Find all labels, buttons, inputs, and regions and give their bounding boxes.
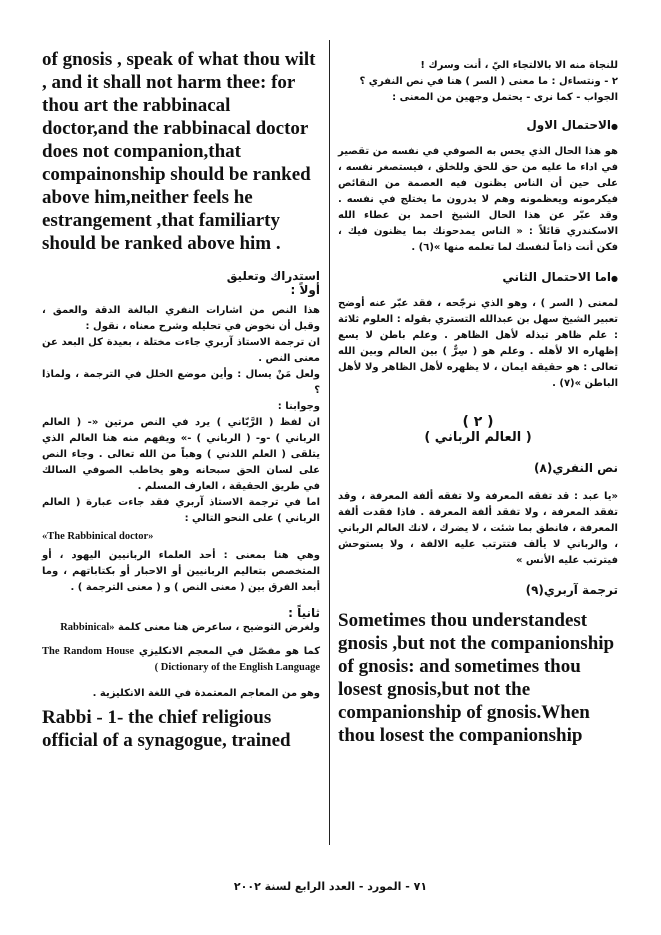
- english-term: «Rabbinical: [60, 622, 115, 633]
- section-heading-correction: استدراك وتعليق: [226, 269, 320, 283]
- paragraph: وجوابنا :: [277, 401, 320, 412]
- right-column: [338, 58, 618, 747]
- paragraph: ان ترجمة الاستاذ آربري جاءت مختلة ، بعيدة كل البعد عن معنى النص .: [42, 337, 320, 364]
- quoted-translation: «The Rabbinical doctor»: [42, 531, 154, 542]
- paragraph: للنجاة منه الا بالالتجاء اليّ ، أنت وسرك !: [420, 60, 618, 71]
- paragraph: وهو من المعاجم المعتمدة في اللغة الانكليزية .: [92, 688, 320, 699]
- english-definition: Rabbi - 1- the chief religious official of a synagogue, trained: [42, 707, 291, 751]
- quoted-text: «يا عبد : قد تفقه المعرفة ولا تفقه ألفة المعرفة ، وقد تفقد المعرفة ، ولا تفقد ألفة المعرفة . فاذا فقدت ألفة المعرفة ، فانطق بما شئت ، لا يضرك ، لانك العالم الرباني ، والرباني لا يألف فتترتب عليه الالفة ، ولا يستوحش فيترتب عليه الأنس »: [338, 491, 618, 566]
- paragraph-text: كما هو مفصّل في المعجم الانكليزي: [138, 646, 321, 657]
- section-title: ( العالم الرباني ): [424, 430, 532, 445]
- left-column: [42, 48, 320, 752]
- heading-second-possibility: ● اما الاحتمال الثاني: [338, 270, 618, 284]
- paragraph: هو هذا الحال الذي يحس به الصوفي في نفسه من تقصير في اداء ما عليه من حق للحق وللخلق ، فيستصغر نفسه ، على حين أن الناس يظنون فيه العصمة من النقائص فيكرمونه ويعظمونه وهم لا يدرون ما يختلج في نفسه . وقد عبّر عن هذا الحال الشيخ احمد بن عطاء الله الاسكندري قائلاً : « الناس يمدحونك بما يظنون فيك ، فكن أنت ذاماً لنفسك لما تعلمه منها »(٦) .: [338, 146, 618, 253]
- page-footer: ٧١ - المورد - العدد الرابع لسنة ٢٠٠٢: [233, 880, 428, 893]
- heading-niffari-text: نص النفري(٨): [534, 461, 618, 475]
- paragraph: ولعل مَنْ يسال : وأين موضع الخلل في الترجمة ، ولماذا ؟: [42, 369, 320, 396]
- column-divider: [329, 40, 330, 845]
- heading-first-possibility: ● الاحتمال الاول: [338, 118, 618, 132]
- paragraph: هذا النص من اشارات النفري البالغة الدقة والعمق ، وقبل أن نخوض في تحليله وشرح معناه ، نقول :: [42, 305, 320, 332]
- paragraph: ان لفظ ( الرَّبّاني ) يرد في النص مرتين «- ( العالم الرباني ) -و- ( الرباني ) -» ويفهم منه هنا العالم الذي يتلقى ( العلم اللدني ) وهباً من الله تعالى . وجاء النص على لسان الحق سبحانه وهو يخاطب الصوفي السالك في طريق الحقيقة ، العارف المسلم .: [42, 417, 320, 492]
- paragraph: الجواب - كما نرى - يحتمل وجهين من المعنى :: [392, 92, 618, 103]
- paragraph: [42, 644, 320, 676]
- heading-first: أولاً :: [290, 283, 320, 297]
- paragraph: لمعنى ( السر ) ، وهو الذي نرجّحه ، فقد عبّر عنه أوضح تعبير الشيخ سهل بن عبدالله التستري بقوله : العلوم ثلاثة : علم ظاهر تبذله لأهل الظاهر . وعلم باطن لا يسع إظهاره الا لأهله . وعلم هو ( سِرٌّ ) بين العالم وبين الله تعالى : هو حقيقة ايمان ، لا يظهره لأهل الظاهر ولا لأهل الباطن »(٧) .: [338, 298, 618, 389]
- english-translation-continued: of gnosis , speak of what thou wilt , and it shall not harm thee: for thou art the rabbinacal doctor,and the rabbinacal doctor does not companion,that compainonship should be ranked above him,neither feels he estrangement ,that familiarty should be ranked above him .: [42, 49, 316, 254]
- dictionary-name: The Random House Dictionary of the English Language ): [42, 646, 320, 673]
- paragraph: [42, 620, 320, 636]
- english-translation: Sometimes thou understandest gnosis ,but not the companionship of gnosis: and sometimes thou losest gnosis,but not the companionship of gnosis.When thou losest the companionship: [338, 610, 615, 746]
- heading-second: ثانياً :: [288, 606, 320, 620]
- paragraph: ٢ - ونتساءل : ما معنى ( السر ) هنا في نص النفري ؟: [359, 76, 618, 87]
- section-number: ( ٢ ): [462, 414, 494, 430]
- paragraph: وهي هنا بمعنى : أحد العلماء الربانيين اليهود ، أو المتخصص بتعاليم الربانيين أو الاحبار أو بكتاباتهم ، وما أبعد الفرق بين ( معنى النص ) و ( معنى الترجمة ) .: [42, 550, 320, 593]
- paragraph-text: ولغرض التوضيح ، ساعرض هنا معنى كلمة: [117, 622, 320, 633]
- paragraph: اما في ترجمة الاستاذ آربري فقد جاءت عبارة ( العالم الرباني ) على النحو التالي :: [42, 497, 320, 524]
- heading-arberry-translation: ترجمة آربري(٩): [525, 583, 618, 597]
